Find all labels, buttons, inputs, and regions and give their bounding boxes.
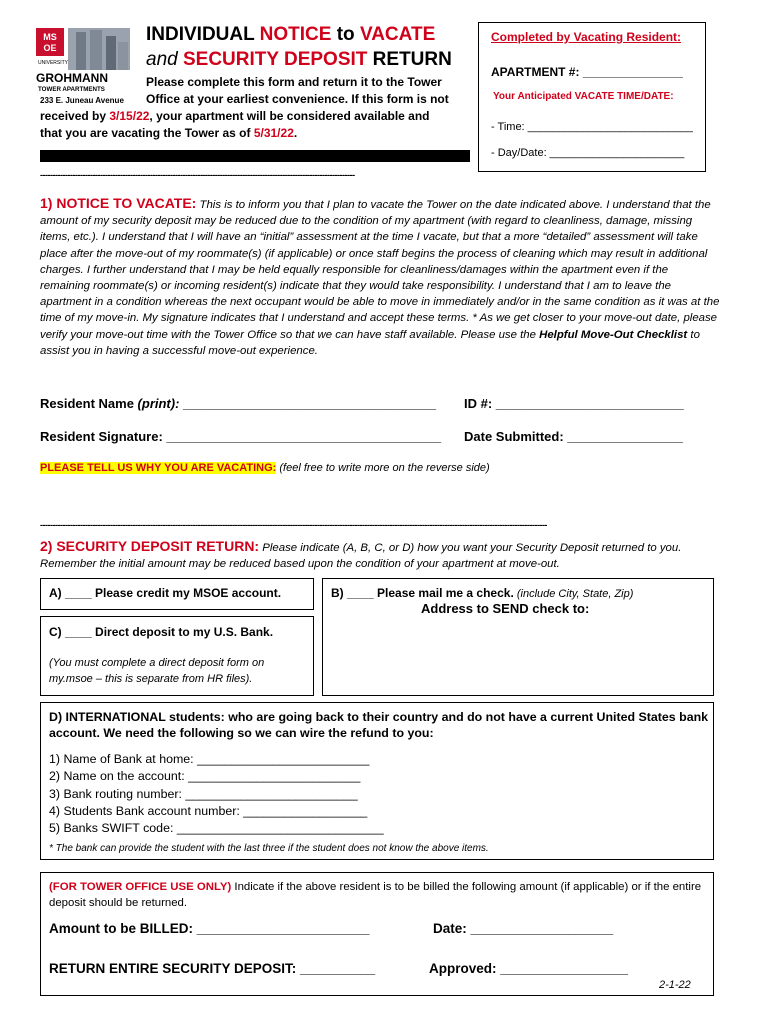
option-c-box[interactable]: [40, 616, 314, 696]
vacate-time-field[interactable]: - Time: ___________________________: [491, 121, 693, 133]
move-out-checklist-ref: Helpful Move-Out Checklist: [539, 328, 688, 341]
send-address-label: Address to SEND check to:: [421, 601, 590, 616]
page-title-line1: INDIVIDUAL NOTICE to VACATE: [146, 24, 436, 45]
bank-name-field[interactable]: 1) Name of Bank at home: _________________________: [49, 752, 370, 766]
vacate-box-heading: Completed by Vacating Resident:: [491, 30, 682, 44]
section2-heading: 2) SECURITY DEPOSIT RETURN:: [40, 538, 260, 554]
logo-brand-bottom: OE: [43, 43, 57, 53]
section1-heading: 1) NOTICE TO VACATE:: [40, 195, 197, 211]
bank-footnote: * The bank can provide the student with the last three if the student does not know the above items.: [49, 843, 489, 854]
option-b-box[interactable]: [322, 578, 714, 696]
amount-billed-field[interactable]: Amount to be BILLED: _______________________: [49, 921, 370, 936]
security-deposit-section: 2) SECURITY DEPOSIT RETURN: Please indicate (A, B, C, or D) how you want your Security Deposit returned to you. Remember the initial amount may be reduced based upon the condition of your apartment at move-out.: [40, 538, 682, 570]
option-a-label: A) ____ Please credit my MSOE account.: [49, 586, 282, 600]
option-a-box[interactable]: [40, 578, 314, 610]
option-c-label: C) ____ Direct deposit to my U.S. Bank.: [49, 625, 274, 639]
black-divider-bar: [40, 150, 470, 162]
logo-university: UNIVERSITY: [38, 60, 69, 66]
vacating-resident-box: [478, 22, 706, 172]
date-submitted-field[interactable]: Date Submitted: ________________: [464, 429, 683, 444]
return-deposit-field[interactable]: RETURN ENTIRE SECURITY DEPOSIT: __________: [49, 961, 376, 976]
office-date-field[interactable]: Date: ___________________: [433, 921, 614, 936]
resident-id-field[interactable]: ID #: __________________________: [464, 396, 684, 411]
resident-name-field[interactable]: Resident Name (print): ___________________________________: [40, 396, 437, 411]
logo-sub: TOWER APARTMENTS: [38, 86, 105, 93]
logo-brand-top: MS: [43, 32, 57, 42]
routing-number-field[interactable]: 3) Bank routing number: _________________________: [49, 786, 358, 801]
intro-text: Please complete this form and return it to the Tower Office at your earliest convenience. If this form is not received by 3/15/22, your apartment will be considered available and that you are vacating the Tower as of 5/31/22.: [40, 75, 449, 140]
logo-address: 233 E. Juneau Avenue: [40, 96, 124, 105]
vacate-day-date-field[interactable]: - Day/Date: ______________________: [491, 147, 685, 159]
office-use-instructions: (FOR TOWER OFFICE USE ONLY) Indicate if the above resident is to be billed the following amount (if applicable) or if the entire deposit should be returned.: [49, 881, 702, 909]
vacating-reason-prompt: PLEASE TELL US WHY YOU ARE VACATING: (feel free to write more on the reverse side): [40, 462, 490, 474]
apartment-number-field[interactable]: APARTMENT #: _______________: [491, 65, 683, 79]
notice-to-vacate-section: 1) NOTICE TO VACATE: This is to inform you that I plan to vacate the Tower on the date indicated above. I understand that the amount of my security deposit may be reduced due to the condition of my apartment (with regard to cleanliness, damage, missing items, etc.). I understand that I will have an “initial” assessment at the time I vacate, but that a more “detailed” assessment will take place after the move-out of my roommate(s) (if applicable) or once staff begins the process of cleaning which may result in additional charges. I further understand that I may be held equally responsible for cleanliness/damages within the apartment even if the remaining roommate(s) or incoming resident(s) indicate that they would take responsibility. I understand that I am to leave the apartment in a condition whereas the next occupant would be able to move in immediately and/or in the same condition as it was at the time of my move-in. My signature indicates that I understand and accept these terms. * As we get closer to your move-out date, please verify your move-out time with the Tower Office so that we can have staff available. Please use the Helpful Move-Out Checklist to assist you in having a successful move-out experience.: [40, 195, 720, 357]
option-d-box: [40, 702, 714, 860]
vacate-time-date-heading: Your Anticipated VACATE TIME/DATE:: [493, 91, 674, 102]
approved-field[interactable]: Approved: _________________: [429, 961, 628, 976]
option-b-label: B) ____ Please mail me a check. (include City, State, Zip): [331, 586, 634, 600]
option-d-heading: D) INTERNATIONAL students: who are going back to their country and do not have a current United States bank account. We need the following so we can wire the refund to you:: [49, 710, 709, 740]
page-title-line2: and SECURITY DEPOSIT RETURN: [146, 49, 452, 70]
form-version: 2-1-22: [659, 979, 691, 991]
tower-office-box: [40, 872, 714, 996]
direct-deposit-note: (You must complete a direct deposit form on my.msoe – this is separate from HR files).: [49, 657, 265, 685]
swift-code-field[interactable]: 5) Banks SWIFT code: ______________________________: [49, 821, 384, 836]
resident-signature-field[interactable]: Resident Signature: ______________________________________: [40, 429, 442, 444]
international-bank-fields: [49, 751, 384, 837]
dashed-divider: ------------------------------------------------------------------------------------------------------------------------------: [40, 170, 355, 180]
dashed-divider: -----------------------------------------------------------------------------------------------------------------------------------------------------------------------------------------------------------: [40, 520, 547, 530]
logo-name: GROHMANN: [36, 71, 108, 85]
account-number-field[interactable]: 4) Students Bank account number: __________________: [49, 803, 368, 818]
account-name-field[interactable]: 2) Name on the account: _________________________: [49, 769, 361, 784]
